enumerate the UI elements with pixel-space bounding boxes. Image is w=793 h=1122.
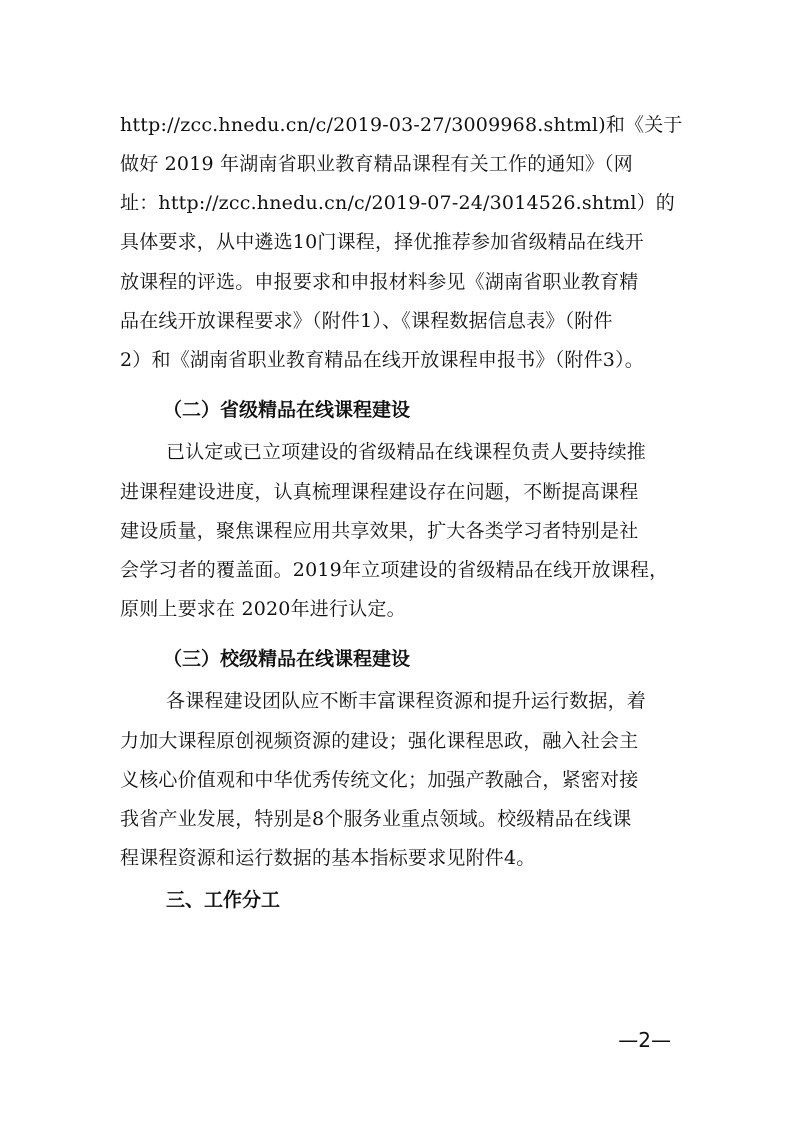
paragraph-intro-line-1: http://zcc.hnedu.cn/c/2019-03-27/3009968.shtml)和《关于 bbox=[120, 114, 683, 136]
section-heading-work-division: 三、工作分工 bbox=[166, 889, 281, 911]
page-number: —2— bbox=[618, 1028, 671, 1052]
paragraph-3-line-1: 各课程建设团队应不断丰富课程资源和提升运行数据，着 bbox=[166, 690, 647, 712]
paragraph-2-line-3: 建设质量，聚焦课程应用共享效果，扩大各类学习者特别是社 bbox=[120, 520, 639, 542]
paragraph-intro-line-7: 2）和《湖南省职业教育精品在线开放课程申报书》（附件3）。 bbox=[120, 349, 644, 371]
paragraph-3-line-3: 义核心价值观和中华优秀传统文化；加强产教融合，紧密对接 bbox=[120, 769, 639, 791]
paragraph-intro-line-5: 放课程的评选。申报要求和申报材料参见《湖南省职业教育精 bbox=[120, 271, 639, 293]
paragraph-3-line-5: 程课程资源和运行数据的基本指标要求见附件4。 bbox=[120, 847, 536, 869]
paragraph-intro-line-2: 做好 2019 年湖南省职业教育精品课程有关工作的通知》（网 bbox=[120, 153, 633, 175]
paragraph-2-line-2: 进课程建设进度，认真梳理课程建设存在问题，不断提高课程 bbox=[120, 481, 639, 503]
paragraph-2-line-5: 原则上要求在 2020年进行认定。 bbox=[120, 598, 406, 620]
paragraph-intro-line-3: 址：http://zcc.hnedu.cn/c/2019-07-24/3014526.shtml）的 bbox=[120, 192, 676, 214]
paragraph-intro-line-4: 具体要求，从中遴选10门课程，择优推荐参加省级精品在线开 bbox=[120, 231, 644, 253]
heading-school-course-construction: （三）校级精品在线课程建设 bbox=[163, 648, 411, 670]
heading-provincial-course-construction: （二）省级精品在线课程建设 bbox=[163, 399, 411, 421]
paragraph-2-line-1: 已认定或已立项建设的省级精品在线课程负责人要持续推 bbox=[166, 441, 647, 463]
paragraph-3-line-2: 力加大课程原创视频资源的建设；强化课程思政，融入社会主 bbox=[120, 730, 639, 752]
paragraph-intro-line-6: 品在线开放课程要求》（附件1）、《课程数据信息表》（附件 bbox=[120, 310, 613, 332]
paragraph-3-line-4: 我省产业发展，特别是8个服务业重点领域。校级精品在线课 bbox=[120, 808, 632, 830]
paragraph-2-line-4: 会学习者的覆盖面。2019年立项建设的省级精品在线开放课程， bbox=[120, 559, 669, 581]
